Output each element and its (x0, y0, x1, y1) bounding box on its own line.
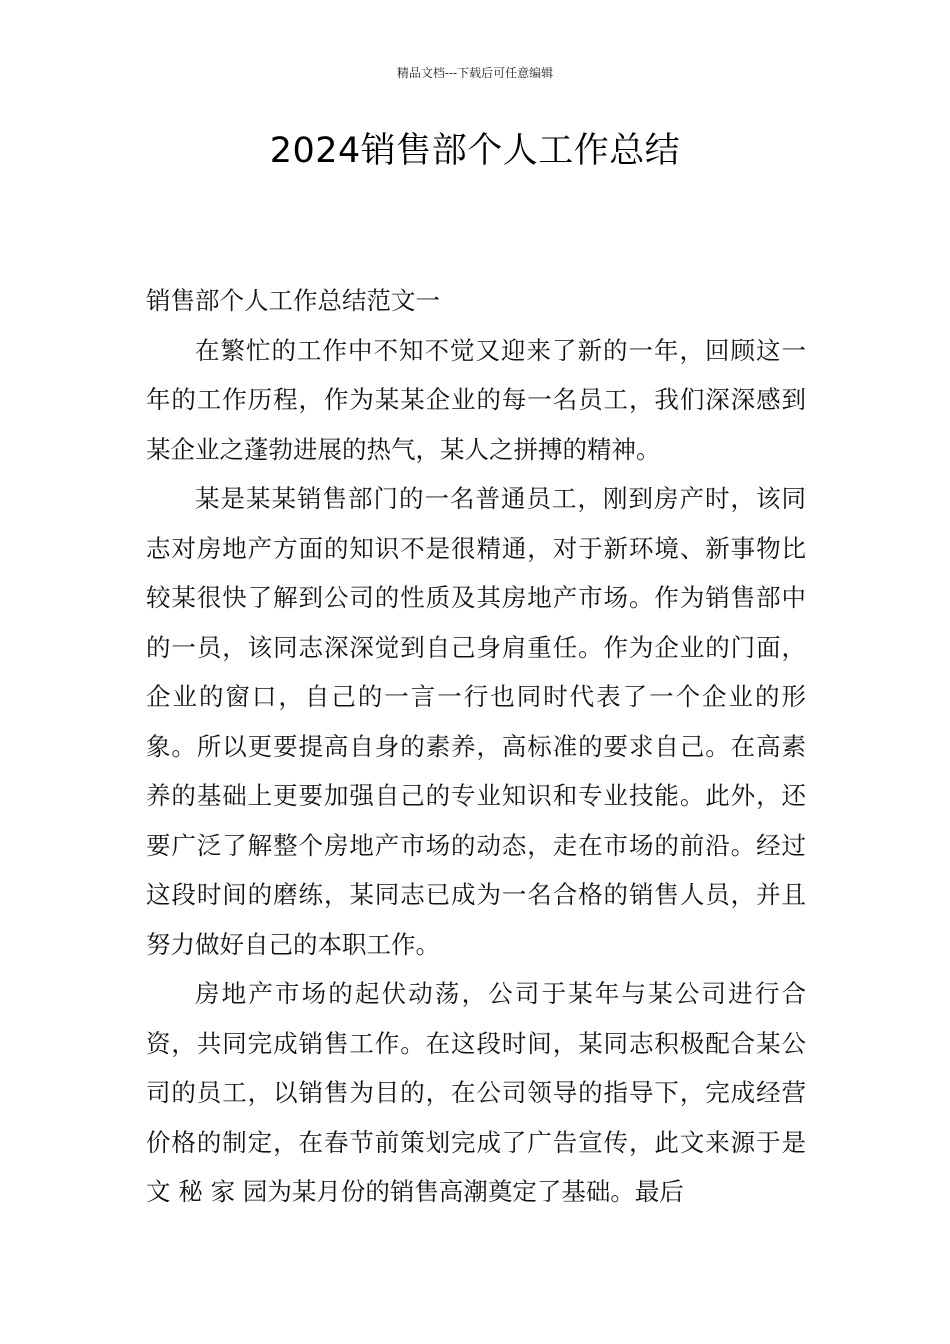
header-note: 精品文档---下载后可任意编辑 (396, 66, 554, 80)
paragraph-2: 某是某某销售部门的一名普通员工，刚到房产时，该同志对房地产方面的知识不是很精通，对于新环境、新事物比较某很快了解到公司的性质及其房地产市场。作为销售部中的一员，该同志深深觉到自己身肩重任。作为企业的门面，企业的窗口，自己的一言一行也同时代表了一个企业的形象。所以更要提高自身的素养，高标准的要求自己。在高素养的基础上更要加强自己的专业知识和专业技能。此外，还要广泛了解整个房地产市场的动态，走在市场的前沿。经过这段时间的磨练，某同志已成为一名合格的销售人员，并且努力做好自己的本职工作。 (146, 484, 806, 959)
document-title: 2024销售部个人工作总结 (269, 131, 681, 171)
paragraph-1: 在繁忙的工作中不知不觉又迎来了新的一年，回顾这一年的工作历程，作为某某企业的每一名员工，我们深深感到某企业之蓬勃进展的热气，某人之拼搏的精神。 (146, 335, 806, 464)
section-heading: 销售部个人工作总结范文一 (146, 286, 440, 315)
document-body (146, 276, 806, 1217)
paragraph-3: 房地产市场的起伏动荡，公司于某年与某公司进行合资，共同完成销售工作。在这段时间，某同志积极配合某公司的员工，以销售为目的，在公司领导的指导下，完成经营价格的制定，在春节前策划完成了广告宣传，此文来源于是文 秘 家 园为某月份的销售高潮奠定了基础。最后 (146, 979, 806, 1206)
